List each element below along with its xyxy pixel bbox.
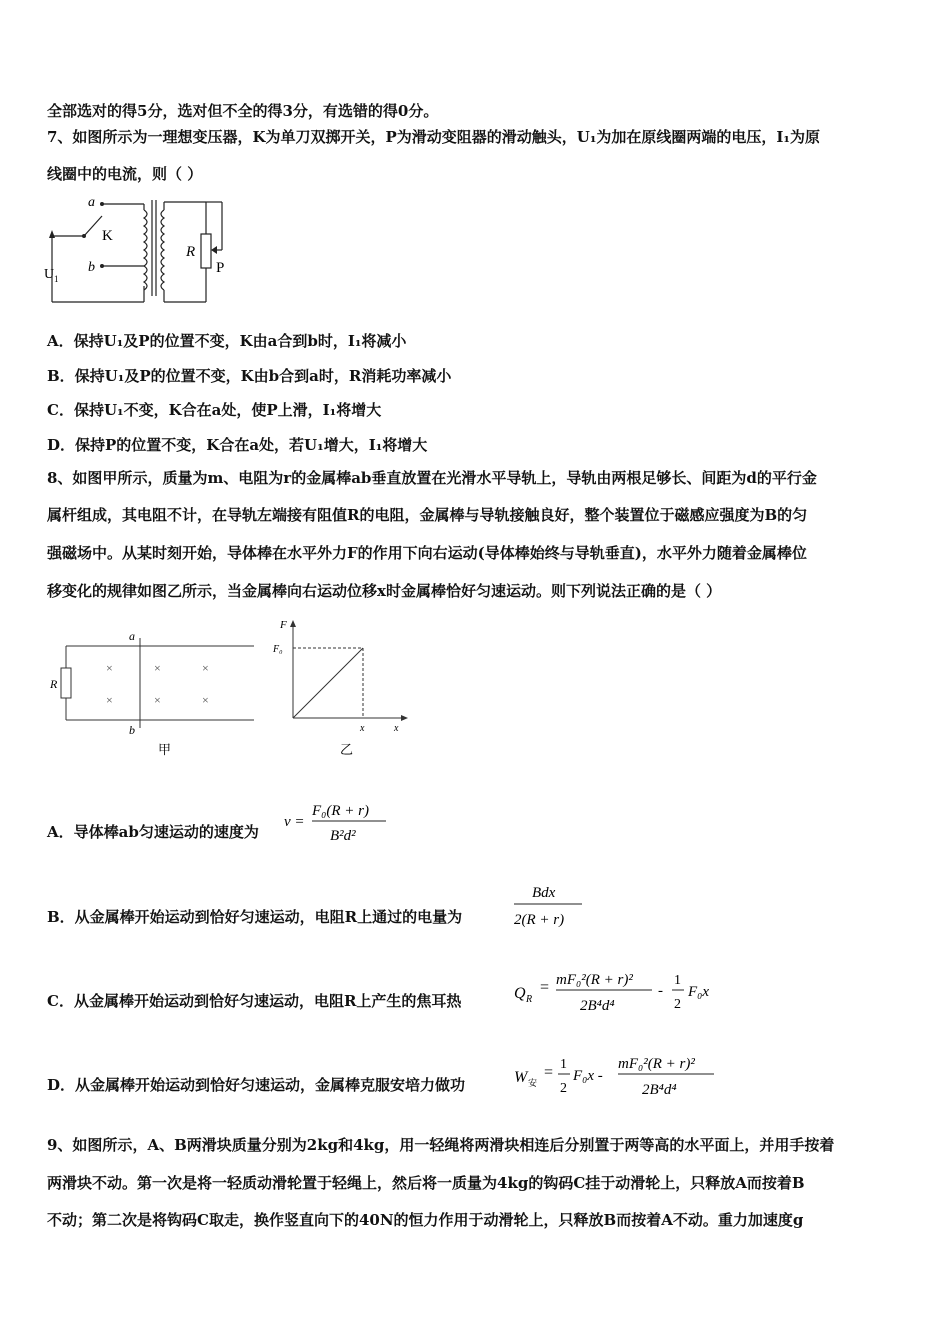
formula-c-minus: -: [658, 983, 663, 999]
formula-d-eq: =: [544, 1064, 554, 1081]
formula-c-lhs-sub: R: [526, 994, 533, 1005]
formula-c-denominator: 2B⁴d⁴: [580, 998, 615, 1014]
q7-option-d: D．保持P的位置不变，K合在a处，若U₁增大，I₁将增大: [47, 436, 428, 454]
q8-fig-caption-jia: 甲: [158, 742, 172, 757]
formula-d-denominator: 2B⁴d⁴: [642, 1082, 677, 1098]
q7-fig-label-p: P: [216, 260, 225, 276]
formula-d-half-numerator: 1: [560, 1057, 567, 1072]
cross-mark: ×: [202, 693, 209, 707]
intro-text: 全部选对的得5分，选对但不全的得3分，有选错的得0分。: [47, 102, 439, 120]
formula-d-numerator: mF₀²(R + r)²: [618, 1056, 695, 1072]
q8-fig-label-r: R: [50, 677, 58, 691]
q8-fig-label-a: a: [129, 629, 135, 643]
q7-fig-label-r: R: [186, 244, 196, 260]
q7-option-a: A．保持U₁及P的位置不变，K由a合到b时，I₁将减小: [47, 332, 407, 350]
formula-d-middle: F₀x -: [573, 1068, 603, 1084]
q8-fig-caption-yi: 乙: [340, 742, 354, 757]
formula-c-lhs: Q: [514, 985, 526, 1002]
q8-figure-yi: [268, 614, 410, 759]
q7-transformer-figure: [44, 190, 229, 308]
q8-formula-a: [284, 795, 389, 845]
formula-b-numerator: Bdx: [532, 885, 556, 901]
q8-formula-b: [512, 880, 584, 930]
cross-mark: ×: [106, 661, 113, 675]
formula-a-denominator: B²d²: [330, 828, 356, 844]
formula-c-eq: =: [540, 979, 550, 996]
cross-mark: ×: [202, 661, 209, 675]
formula-b-denominator: 2(R + r): [514, 912, 565, 928]
q7-option-c: C．保持U₁不变，K合在a处，使P上滑，I₁将增大: [47, 401, 382, 419]
formula-d-lhs: W: [514, 1069, 528, 1086]
q8-formula-d: [512, 1046, 722, 1102]
q9-line2: 两滑块不动。第一次是将一轻质动滑轮置于轻绳上，然后将一质量为4kg的钩码C挂于动滑轮上，只释放A而按着B: [47, 1174, 805, 1192]
q9-line3: 不动；第二次是将钩码C取走，换作竖直向下的40N的恒力作用于动滑轮上，只释放B而按着A不动。重力加速度g: [47, 1211, 804, 1229]
q8-stem-line2: 属杆组成，其电阻不计，在导轨左端接有阻值R的电阻，金属棒与导轨接触良好，整个装置位于磁感应强度为B的匀: [47, 506, 808, 524]
formula-a-lhs: v =: [284, 814, 305, 830]
formula-a-numerator: F₀(R + r): [312, 803, 369, 819]
q8-option-b: B．从金属棒开始运动到恰好匀速运动，电阻R上通过的电量为: [47, 908, 463, 926]
cross-mark: ×: [154, 661, 161, 675]
q7-fig-label-u: U: [44, 267, 55, 282]
formula-c-numerator: mF₀²(R + r)²: [556, 972, 633, 988]
q7-fig-label-a: a: [88, 195, 95, 210]
q8-stem-line4: 移变化的规律如图乙所示，当金属棒向右运动位移x时金属棒恰好匀速运动。则下列说法正确的是（ ）: [47, 582, 722, 600]
formula-d-half-denominator: 2: [560, 1081, 567, 1096]
q8-fig-yi-label-x: x: [360, 723, 365, 734]
formula-d-lhs-sub: 安: [528, 1078, 538, 1088]
formula-c-half-denominator: 2: [674, 997, 681, 1012]
q7-stem-line1: 7、如图所示为一理想变压器，K为单刀双掷开关，P为滑动变阻器的滑动触头，U₁为加在原线圈两端的电压，I₁为原: [47, 128, 820, 146]
q8-option-c: C．从金属棒开始运动到恰好匀速运动，电阻R上产生的焦耳热: [47, 992, 462, 1010]
formula-c-tail: F₀x: [688, 984, 710, 1000]
q7-option-b: B．保持U₁及P的位置不变，K由b合到a时，R消耗功率减小: [47, 367, 452, 385]
q7-fig-label-k: K: [102, 228, 113, 244]
q8-fig-yi-axis-x: x: [394, 723, 399, 734]
q7-stem-line2: 线圈中的电流，则（ ）: [47, 165, 203, 183]
q7-fig-label-b: b: [88, 260, 95, 275]
cross-mark: ×: [154, 693, 161, 707]
q8-formula-c: [512, 962, 722, 1018]
q8-option-a: A．导体棒ab匀速运动的速度为: [47, 823, 259, 841]
q8-stem-line1: 8、如图甲所示，质量为m、电阻为r的金属棒ab垂直放置在光滑水平导轨上，导轨由两根足够长、间距为d的平行金: [47, 469, 817, 487]
q7-fig-label-u-sub: 1: [54, 274, 59, 284]
q8-option-d: D．从金属棒开始运动到恰好匀速运动，金属棒克服安培力做功: [47, 1076, 466, 1094]
q9-line1: 9、如图所示，A、B两滑块质量分别为2kg和4kg，用一轻绳将两滑块相连后分别置于两等高的水平面上，并用手按着: [47, 1136, 835, 1154]
cross-mark: ×: [106, 693, 113, 707]
q8-fig-yi-label-f0: F₀: [273, 644, 283, 655]
q8-figure-jia: [44, 624, 259, 759]
q8-stem-line3: 强磁场中。从某时刻开始，导体棒在水平外力F的作用下向右运动(导体棒始终与导轨垂直)，水平外力随着金属棒位: [47, 544, 807, 562]
q8-fig-label-b: b: [129, 723, 135, 737]
q8-fig-yi-label-f: F: [280, 619, 287, 631]
formula-c-half-numerator: 1: [674, 973, 681, 988]
